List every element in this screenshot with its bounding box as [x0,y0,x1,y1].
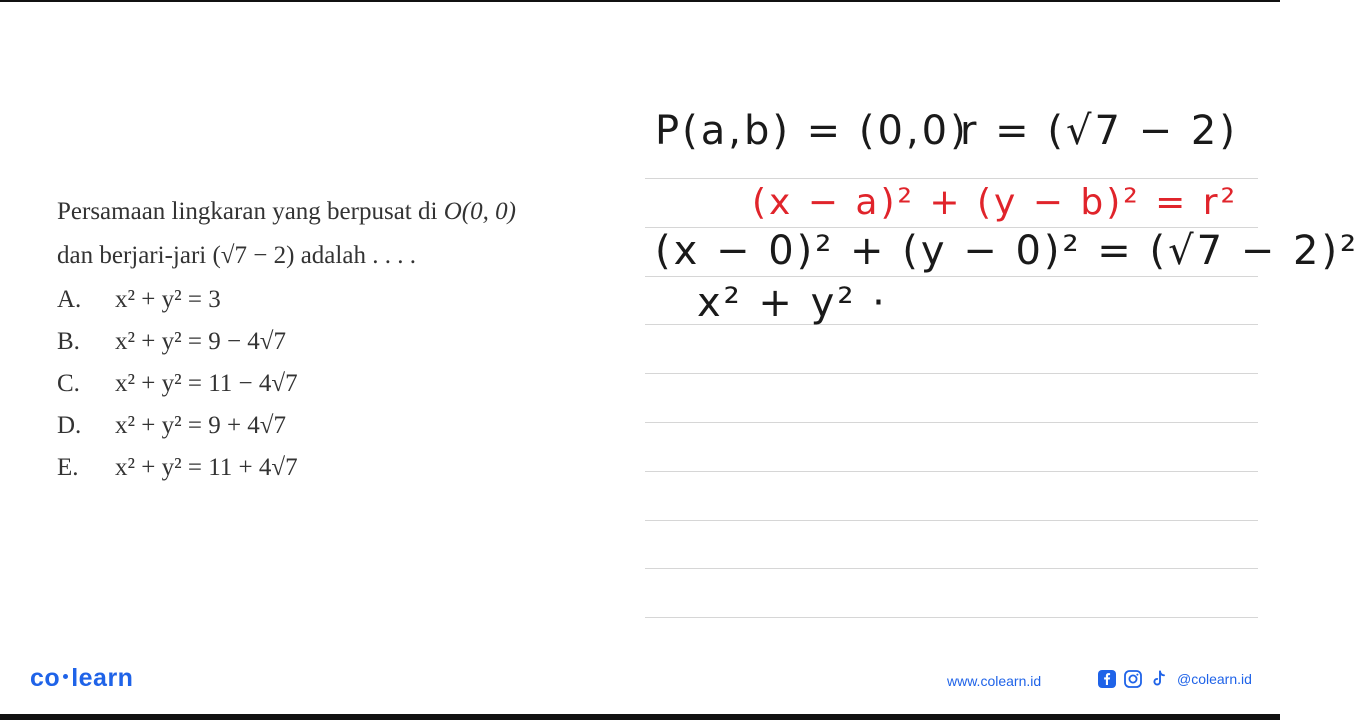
social-handle[interactable]: @colearn.id [1177,671,1252,687]
question-block [57,190,617,488]
ruled-line [645,373,1258,374]
center-point: O(0, 0) [443,198,516,225]
option-c[interactable]: C. x² + y² = 11 − 4√7 [57,370,298,397]
website-link[interactable]: www.colearn.id [947,673,1042,689]
facebook-icon[interactable] [1097,669,1117,689]
option-e[interactable]: E. x² + y² = 11 + 4√7 [57,454,298,481]
handwriting-center: P(a,b) = (0,0) [655,108,969,154]
handwriting-radius: r = (√7 − 2) [960,108,1238,154]
option-d[interactable]: D. x² + y² = 9 + 4√7 [57,412,287,439]
handwriting-substitution: (x − 0)² + (y − 0)² = (√7 − 2)² [655,228,1359,274]
ruled-line [645,617,1258,618]
radius-value: (√7 − 2) [212,242,295,269]
bottom-border [0,714,1280,720]
handwriting-result: x² + y² · [697,280,888,326]
tiktok-icon[interactable] [1149,669,1169,689]
answer-options [57,278,617,488]
option-b[interactable]: B. x² + y² = 9 − 4√7 [57,328,287,355]
ruled-line [645,422,1258,423]
handwriting-formula: (x − a)² + (y − b)² = r² [752,182,1238,223]
ruled-line [645,471,1258,472]
social-links [1097,669,1252,689]
ruled-line [645,178,1258,179]
colearn-logo: co learn [30,664,134,692]
logo-dot [63,674,68,679]
ruled-line [645,520,1258,521]
option-a[interactable]: A. x² + y² = 3 [57,286,221,313]
question-stem-line1: Persamaan lingkaran yang berpusat di O(0, 0) [57,198,516,225]
instagram-icon[interactable] [1123,669,1143,689]
question-stem-line2: dan berjari-jari (√7 − 2) adalah . . . . [57,242,416,269]
ruled-line [645,276,1258,277]
top-border [0,0,1280,2]
ruled-line [645,568,1258,569]
